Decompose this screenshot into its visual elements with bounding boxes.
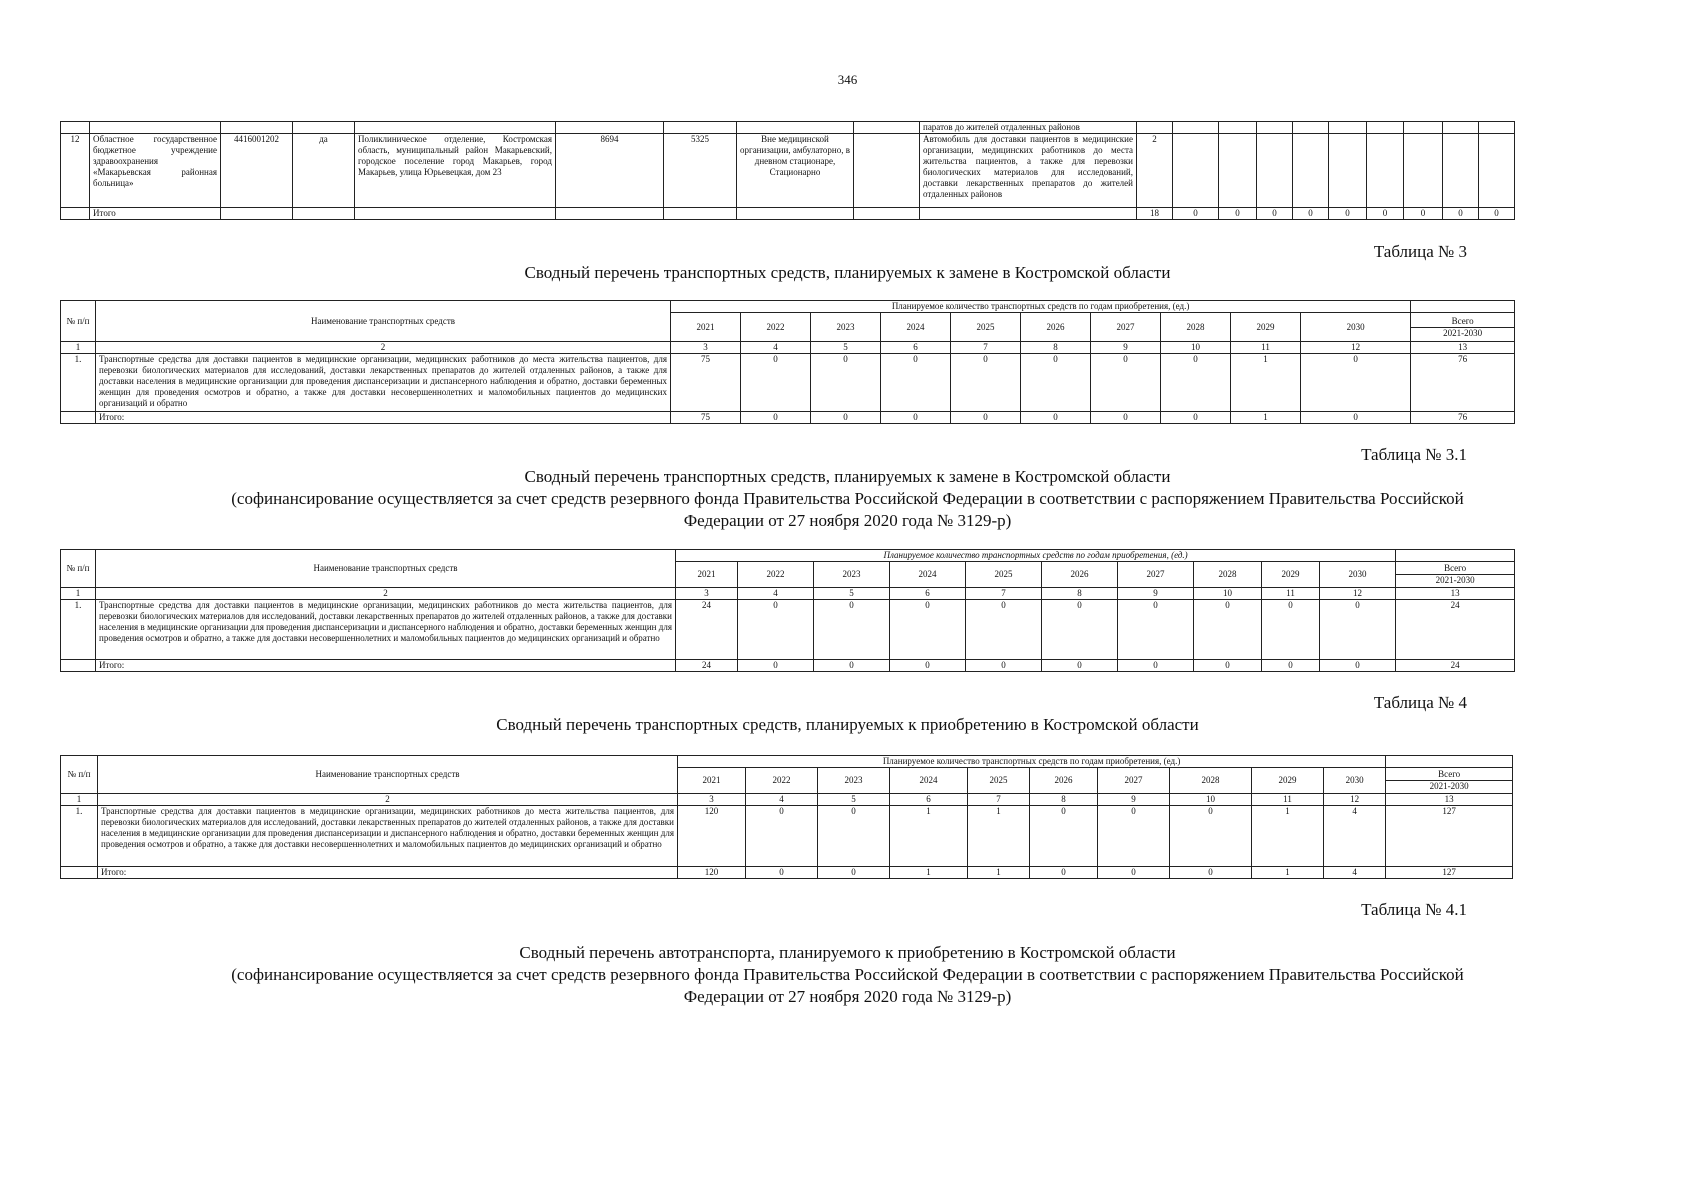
year-header: 2028 [1161,313,1231,342]
total-value: 0 [1479,208,1515,220]
column-number: 2 [96,342,671,354]
address-cell: Поликлиническое отделение, Костромская область, муниципальный район Макарьевский, городское поселение город Макарьев, город Макарьев, улица Юрьевецкая, дом 23 [355,134,556,208]
column-number: 11 [1252,794,1324,806]
column-number: 5 [818,794,890,806]
column-number: 3 [676,588,738,600]
total-label: Итого: [98,867,678,879]
total-value: 0 [1404,208,1443,220]
year-value: 0 [966,600,1042,660]
column-number: 8 [1042,588,1118,600]
year-header: 2022 [746,768,818,794]
column-number: 10 [1170,794,1252,806]
total-value: 0 [1293,208,1329,220]
year-value: 120 [678,806,746,867]
total-value: 0 [1173,208,1219,220]
quantity-cell: 2 [1137,134,1173,208]
total-value: 18 [1137,208,1173,220]
total-label: Итого [90,208,221,220]
year-header: 2026 [1030,768,1098,794]
heading-line: (софинансирование осуществляется за счет средств резервного фонда Правительства Российской Федерации в соответствии с распоряжением Правительства Российской [231,489,1464,508]
total-value: 0 [966,660,1042,672]
col-header-name: Наименование транспортных средств [96,550,676,588]
year-value: 75 [671,354,741,412]
column-number: 12 [1301,342,1411,354]
column-number: 4 [741,342,811,354]
year-header: 2025 [951,313,1021,342]
total-value: 0 [741,412,811,424]
summary-table [60,549,1515,672]
year-value: 0 [818,806,890,867]
total-value: 0 [1194,660,1262,672]
column-number: 1 [61,588,96,600]
total-row [61,660,1515,672]
heading-line: Федерации от 27 ноября 2020 года № 3129-р) [683,511,1012,530]
total-value: 0 [1118,660,1194,672]
total-value: 24 [676,660,738,672]
total-value: 75 [671,412,741,424]
year-header: 2023 [818,768,890,794]
table-label: Таблица № 3.1 [1361,445,1467,464]
section-heading [0,942,1695,1008]
total-header [1386,768,1513,794]
total-value: 127 [1386,867,1513,879]
flag-cell: да [293,134,355,208]
column-number: 8 [1021,342,1091,354]
total-value: 127 [1386,806,1513,867]
total-value: 1 [1231,412,1301,424]
year-value: 0 [1021,354,1091,412]
year-value: 0 [1030,806,1098,867]
column-number: 11 [1262,588,1320,600]
year-value: 0 [1301,354,1411,412]
year-value: 0 [1098,806,1170,867]
total-value: 0 [814,660,890,672]
heading-line: Сводный перечень транспортных средств, планируемых к замене в Костромской области [524,467,1171,486]
year-header: 2024 [890,562,966,588]
column-number: 9 [1098,794,1170,806]
year-header: 2026 [1021,313,1091,342]
total-header [1411,313,1515,342]
year-header: 2024 [881,313,951,342]
year-value: 0 [890,600,966,660]
year-value: 4 [1324,806,1386,867]
inn-cell: 4416001202 [221,134,293,208]
total-value: 24 [1396,600,1515,660]
table-row [61,134,1515,208]
total-value: 0 [1301,412,1411,424]
numbering-row [61,588,1515,600]
total-value: 0 [890,660,966,672]
year-value: 0 [741,354,811,412]
col-header-name: Наименование транспортных средств [96,301,671,342]
year-header: 2029 [1231,313,1301,342]
total-value: 120 [678,867,746,879]
table-label: Таблица № 4.1 [1361,900,1467,919]
year-value: 0 [1194,600,1262,660]
total-value: 0 [1219,208,1257,220]
column-number: 10 [1161,342,1231,354]
column-number: 11 [1231,342,1301,354]
year-header: 2029 [1262,562,1320,588]
year-header: 2027 [1118,562,1194,588]
numbering-row [61,794,1513,806]
top-table [60,121,1515,220]
section-heading [0,262,1695,284]
column-number: 7 [966,588,1042,600]
heading-line: Федерации от 27 ноября 2020 года № 3129-р) [683,987,1012,1006]
total-label: Итого: [96,412,671,424]
col-header-number: № п/п [61,550,96,588]
year-value: 0 [1170,806,1252,867]
table-row [61,600,1515,660]
year-value: 0 [951,354,1021,412]
total-row [61,412,1515,424]
column-number: 12 [1324,794,1386,806]
total-value: 1 [1252,867,1324,879]
year-header: 2030 [1320,562,1396,588]
column-number: 4 [746,794,818,806]
column-number: 4 [738,588,814,600]
table-label: Таблица № 4 [1373,693,1467,712]
row-number: 12 [61,134,90,208]
total-value: 0 [1262,660,1320,672]
org-name: Областное государственное бюджетное учреждение здравоохранения «Макарьевская районная больница» [90,134,221,208]
year-header: 2023 [814,562,890,588]
year-value: 24 [676,600,738,660]
row-number: 1. [61,806,98,867]
group-header: Планируемое количество транспортных средств по годам приобретения, (ед.) [676,550,1396,562]
column-number: 2 [98,794,678,806]
year-value: 0 [881,354,951,412]
year-value: 1 [890,806,968,867]
column-number: 9 [1118,588,1194,600]
heading-line: Сводный перечень автотранспорта, планируемого к приобретению в Костромской области [519,943,1176,962]
column-number: 6 [890,588,966,600]
column-number: 3 [678,794,746,806]
year-value: 0 [1161,354,1231,412]
year-header: 2021 [676,562,738,588]
total-header-top: Всего [1451,315,1474,326]
total-header [1396,562,1515,588]
year-value: 0 [738,600,814,660]
total-value: 1 [968,867,1030,879]
total-header-top: Всего [1444,563,1467,573]
total-value: 0 [1443,208,1479,220]
group-header: Планируемое количество транспортных средств по годам приобретения, (ед.) [678,756,1386,768]
year-header: 2022 [741,313,811,342]
continuation-text: паратов до жителей отдаленных районов [920,122,1137,134]
total-header-range: 2021-2030 [1411,327,1514,339]
year-header: 2021 [671,313,741,342]
year-value: 0 [1091,354,1161,412]
year-value: 1 [968,806,1030,867]
col-header-number: № п/п [61,756,98,794]
column-number: 13 [1396,588,1515,600]
year-value: 0 [746,806,818,867]
total-row [61,867,1513,879]
column-number: 5 [814,588,890,600]
column-number: 6 [890,794,968,806]
vehicle-description: Транспортные средства для доставки пациентов в медицинские организации, медицинских работников до места жительства пациентов, для перевозки биологических материалов для исследований, доставки лекарственных препаратов до жителей отдаленных районов, а также для доставки населения в медицинские организации для проведения диспансеризации и диспансерного наблюдения и обратно, доставки беременных женщин для проведения осмотров и обратно, а также для доставки несовершеннолетних и маломобильных пациентов до медицинских организаций и обратно [96,354,671,412]
column-number: 3 [671,342,741,354]
vehicle-cell: Автомобиль для доставки пациентов в медицинские организации, медицинских работников до места жительства пациентов, а также для перевозки биологических материалов для исследований, доставки лекарственных препаратов до жителей отдаленных районов [920,134,1137,208]
column-number: 8 [1030,794,1098,806]
column-number: 7 [951,342,1021,354]
table-row [61,806,1513,867]
total-value: 0 [1170,867,1252,879]
total-value: 0 [818,867,890,879]
year-header: 2021 [678,768,746,794]
total-label: Итого: [96,660,676,672]
total-value: 0 [1320,660,1396,672]
total-value: 4 [1324,867,1386,879]
total-value: 0 [746,867,818,879]
summary-table [60,755,1513,879]
total-value: 0 [738,660,814,672]
total-value: 0 [1042,660,1118,672]
total-value: 0 [811,412,881,424]
year-value: 0 [811,354,881,412]
column-number: 7 [968,794,1030,806]
total-value: 0 [1329,208,1367,220]
total-value: 76 [1411,354,1515,412]
total-value: 0 [951,412,1021,424]
page-number: 346 [837,72,858,87]
year-header: 2029 [1252,768,1324,794]
year-header: 2028 [1194,562,1262,588]
column-number: 6 [881,342,951,354]
year-header: 2030 [1301,313,1411,342]
group-header: Планируемое количество транспортных средств по годам приобретения, (ед.) [671,301,1411,313]
year-header: 2030 [1324,768,1386,794]
care-cell: Вне медицинской организации, амбулаторно, в дневном стационаре, Стационарно [737,134,854,208]
value-cell: 5325 [664,134,737,208]
year-value: 0 [1320,600,1396,660]
year-header: 2027 [1098,768,1170,794]
column-number: 12 [1320,588,1396,600]
total-value: 1 [890,867,968,879]
column-number: 1 [61,794,98,806]
column-number: 10 [1194,588,1262,600]
year-header: 2025 [966,562,1042,588]
total-value: 0 [1098,867,1170,879]
row-number: 1. [61,600,96,660]
vehicle-description: Транспортные средства для доставки пациентов в медицинские организации, медицинских работников до места жительства пациентов, для перевозки биологических материалов для исследований, доставки лекарственных препаратов до жителей отдаленных районов, а также для доставки населения в медицинские организации для проведения диспансеризации и диспансерного наблюдения и обратно, доставки беременных женщин для проведения осмотров и обратно, а также для доставки несовершеннолетних и маломобильных пациентов до медицинских организаций и обратно [96,600,676,660]
col-header-number: № п/п [61,301,96,342]
total-value: 0 [881,412,951,424]
section-heading [0,466,1695,532]
year-value: 0 [1042,600,1118,660]
total-value: 76 [1411,412,1515,424]
year-header: 2025 [968,768,1030,794]
value-cell: 8694 [556,134,664,208]
col-header-name: Наименование транспортных средств [98,756,678,794]
table-label: Таблица № 3 [1373,242,1467,261]
heading-line: Сводный перечень транспортных средств, планируемых к замене в Костромской области [524,263,1171,282]
year-value: 0 [1262,600,1320,660]
total-value: 0 [1257,208,1293,220]
total-row [61,208,1515,220]
year-header: 2028 [1170,768,1252,794]
year-value: 1 [1231,354,1301,412]
total-header-top: Всего [1438,769,1461,779]
total-value: 0 [1021,412,1091,424]
year-value: 0 [1118,600,1194,660]
column-number: 13 [1411,342,1515,354]
total-header-range: 2021-2030 [1396,574,1514,586]
row-number: 1. [61,354,96,412]
column-number: 13 [1386,794,1513,806]
heading-line: Сводный перечень транспортных средств, планируемых к приобретению в Костромской области [496,715,1199,734]
vehicle-description: Транспортные средства для доставки пациентов в медицинские организации, медицинских работников до места жительства пациентов, для перевозки биологических материалов для исследований, доставки лекарственных препаратов до жителей отдаленных районов, а также для доставки населения в медицинские организации для проведения диспансеризации и диспансерного наблюдения и обратно, доставки беременных женщин для проведения осмотров и обратно, а также для доставки несовершеннолетних и маломобильных пациентов до медицинских организаций и обратно [98,806,678,867]
section-heading [0,714,1695,736]
column-number: 1 [61,342,96,354]
total-header-range: 2021-2030 [1386,780,1512,792]
total-value: 24 [1396,660,1515,672]
year-header: 2023 [811,313,881,342]
year-header: 2027 [1091,313,1161,342]
year-header: 2024 [890,768,968,794]
year-value: 1 [1252,806,1324,867]
column-number: 2 [96,588,676,600]
numbering-row [61,342,1515,354]
summary-table [60,300,1515,424]
column-number: 9 [1091,342,1161,354]
year-header: 2026 [1042,562,1118,588]
year-value: 0 [814,600,890,660]
total-value: 0 [1091,412,1161,424]
total-value: 0 [1161,412,1231,424]
table-row [61,354,1515,412]
total-value: 0 [1030,867,1098,879]
column-number: 5 [811,342,881,354]
heading-line: (софинансирование осуществляется за счет средств резервного фонда Правительства Российской Федерации в соответствии с распоряжением Правительства Российской [231,965,1464,984]
total-value: 0 [1367,208,1404,220]
year-header: 2022 [738,562,814,588]
